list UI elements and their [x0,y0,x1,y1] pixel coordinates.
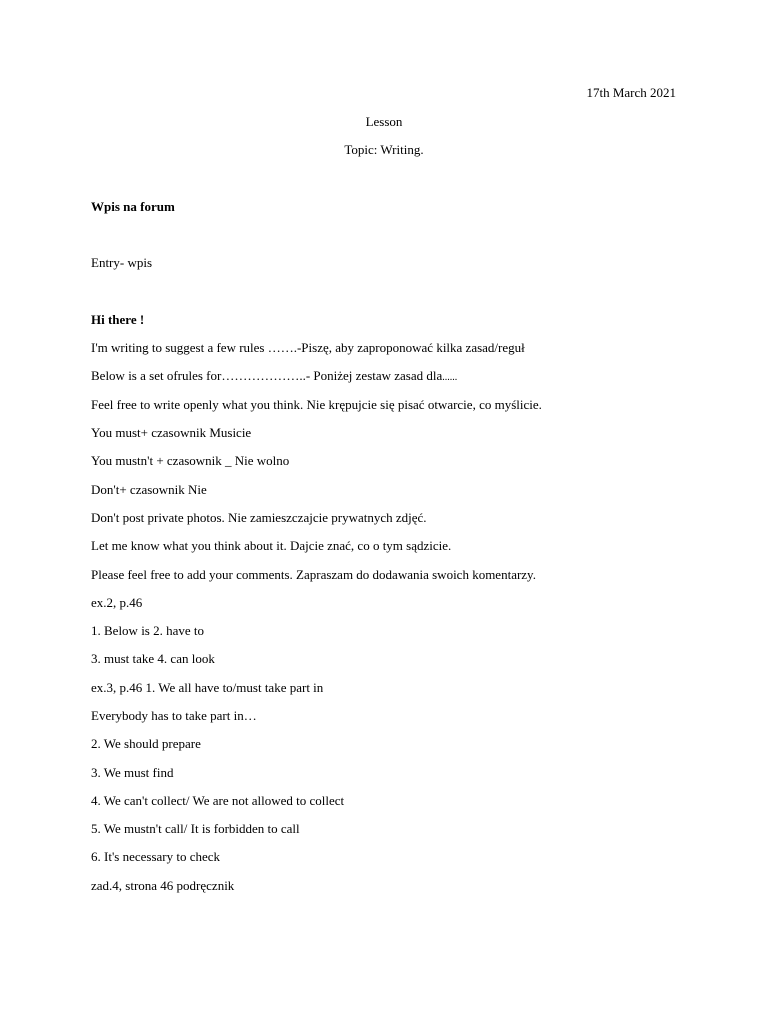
text-line: ex.2, p.46 [91,595,143,610]
text-line [91,368,457,386]
text-line: 3. must take 4. can look [91,651,215,666]
text-line: Please feel free to add your comments. Zapraszam do dodawania swoich komentarzy. [91,567,536,582]
text-line-main: Below is a set ofrules for………………..- Poniżej zestaw zasad dla [91,368,443,383]
text-line-suffix: ...... [442,372,458,383]
text-line: Don't post private photos. Nie zamieszczajcie prywatnych zdjęć. [91,510,427,525]
section-title: Wpis na forum [91,199,175,214]
document-date: 17th March 2021 [586,85,676,100]
text-line: 3. We must find [91,765,174,780]
text-line: 4. We can't collect/ We are not allowed to collect [91,793,345,808]
text-line: Feel free to write openly what you think. Nie krępujcie się pisać otwarcie, co myślicie. [91,397,542,412]
lesson-heading: Lesson [365,114,403,129]
text-line: 2. We should prepare [91,736,201,751]
text-line: You mustn't + czasownik _ Nie wolno [91,453,290,468]
text-line: 1. Below is 2. have to [91,623,205,638]
text-line: ex.3, p.46 1. We all have to/must take part in [91,680,324,695]
text-line: You must+ czasownik Musicie [91,425,252,440]
text-line: Let me know what you think about it. Dajcie znać, co o tym sądzicie. [91,538,452,553]
greeting-line: Hi there ! [91,312,145,327]
text-line: Don't+ czasownik Nie [91,482,207,497]
text-line: I'm writing to suggest a few rules …….-Piszę, aby zaproponować kilka zasad/reguł [91,340,525,355]
text-line: Everybody has to take part in… [91,708,257,723]
text-line: zad.4, strona 46 podręcznik [91,878,235,893]
entry-line: Entry- wpis [91,255,153,270]
text-line: 6. It's necessary to check [91,849,221,864]
text-line: 5. We mustn't call/ It is forbidden to call [91,821,300,836]
topic-heading: Topic: Writing. [344,142,424,157]
